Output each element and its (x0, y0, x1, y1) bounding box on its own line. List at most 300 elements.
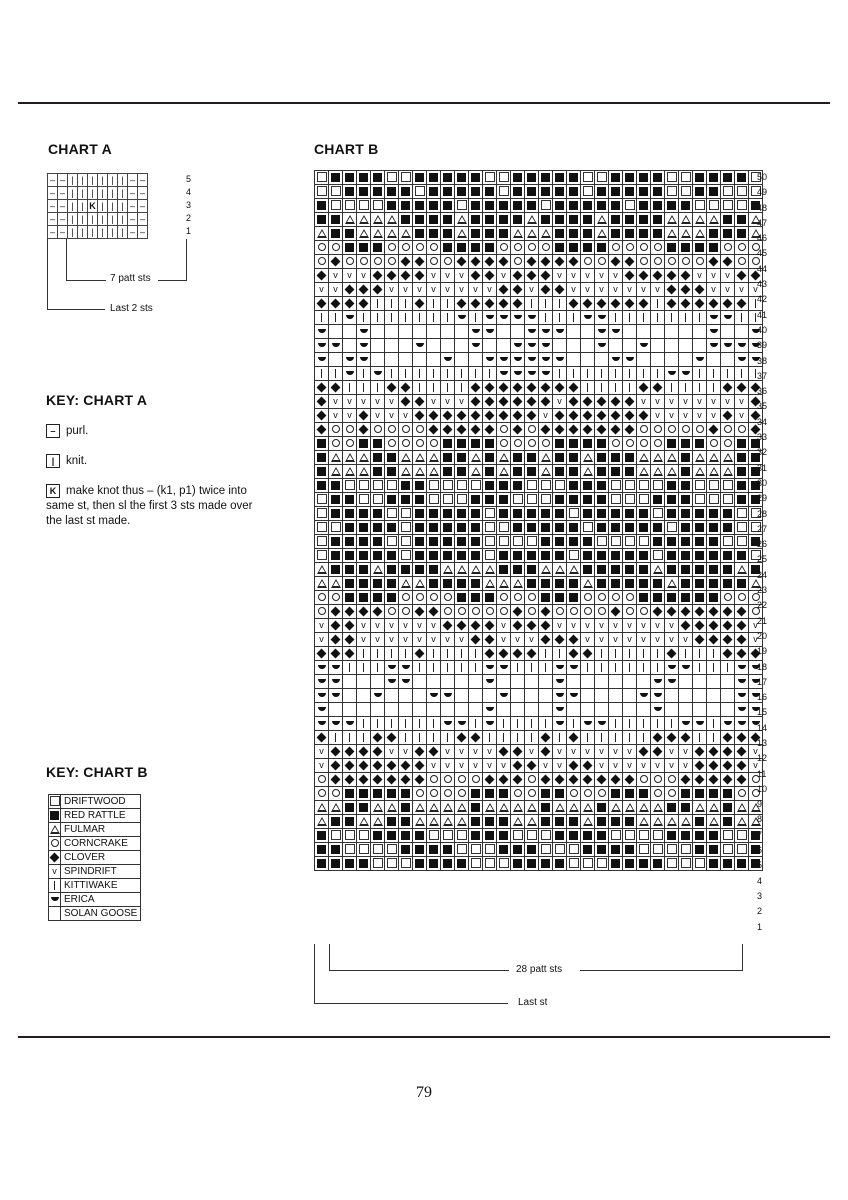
chart-b-cell-solan-goose (721, 353, 735, 367)
chart-b-cell-corncrake (595, 787, 609, 801)
chart-b-cell-driftwood (637, 829, 651, 843)
chart-b-cell-red-rattle (553, 507, 567, 521)
chart-b-cell-solan-goose (567, 353, 581, 367)
chart-b-cell-red-rattle (343, 577, 357, 591)
chart-b-cell-red-rattle (315, 857, 329, 871)
chart-b-last-label: Last st (518, 997, 548, 1008)
chart-b-cell-corncrake (525, 605, 539, 619)
chart-b-cell-clover (581, 395, 595, 409)
chart-b-cell-red-rattle (385, 577, 399, 591)
chart-b-cell-erica (483, 717, 497, 731)
chart-b-cell-clover (693, 773, 707, 787)
chart-b-cell-solan-goose (455, 703, 469, 717)
chart-b-cell-fulmar (371, 227, 385, 241)
chart-b-cell-red-rattle (651, 591, 665, 605)
chart-b-cell-kittiwake (413, 717, 427, 731)
chart-b-cell-red-rattle (441, 857, 455, 871)
chart-b-cell-solan-goose (371, 675, 385, 689)
chart-b-cell-kittiwake (315, 311, 329, 325)
chart-a-cell: | (108, 213, 118, 226)
chart-b-cell-spindrift: v (749, 283, 763, 297)
chart-b-cell-red-rattle (693, 521, 707, 535)
chart-b-cell-driftwood (735, 199, 749, 213)
chart-b-cell-clover (469, 409, 483, 423)
chart-b-cell-fulmar (679, 213, 693, 227)
chart-b-cell-kittiwake (693, 647, 707, 661)
chart-b-cell-solan-goose (511, 325, 525, 339)
chart-b-cell-kittiwake (357, 731, 371, 745)
chart-b-cell-erica (693, 353, 707, 367)
chart-b-cell-red-rattle (329, 213, 343, 227)
chart-b-cell-spindrift: v (749, 633, 763, 647)
chart-b-cell-clover (553, 633, 567, 647)
chart-b-cell-fulmar (441, 563, 455, 577)
chart-b-cell-erica (525, 353, 539, 367)
chart-b-cell-spindrift: v (427, 633, 441, 647)
chart-b-row-number: 7 (757, 829, 763, 840)
chart-b-cell-red-rattle (469, 199, 483, 213)
chart-b-cell-driftwood (581, 185, 595, 199)
chart-b-cell-erica (609, 325, 623, 339)
chart-b-cell-fulmar (329, 451, 343, 465)
chart-b-cell-red-rattle (553, 577, 567, 591)
chart-b-cell-red-rattle (581, 549, 595, 563)
chart-b-cell-red-rattle (651, 227, 665, 241)
chart-b-cell-spindrift: v (609, 619, 623, 633)
chart-b-row (315, 171, 763, 185)
corncrake-icon (49, 837, 61, 851)
chart-b-cell-solan-goose (679, 689, 693, 703)
chart-a-cell: – (128, 174, 138, 187)
chart-b-cell-corncrake (651, 437, 665, 451)
chart-b-cell-red-rattle (385, 549, 399, 563)
chart-b-cell-corncrake (665, 423, 679, 437)
chart-b-cell-driftwood (707, 199, 721, 213)
chart-b-cell-red-rattle (329, 479, 343, 493)
chart-b-cell-kittiwake (539, 311, 553, 325)
chart-b-cell-clover (511, 395, 525, 409)
chart-b-cell-red-rattle (707, 507, 721, 521)
chart-b-cell-fulmar (693, 227, 707, 241)
chart-a-cell: – (48, 226, 58, 239)
chart-b-cell-clover (497, 283, 511, 297)
chart-b-cell-erica (553, 703, 567, 717)
chart-b-cell-clover (567, 759, 581, 773)
chart-b-cell-red-rattle (455, 451, 469, 465)
chart-b-cell-red-rattle (623, 563, 637, 577)
chart-b-row-number: 42 (757, 294, 768, 305)
chart-b-cell-solan-goose (693, 675, 707, 689)
chart-b-cell-kittiwake (357, 717, 371, 731)
chart-b-cell-red-rattle (581, 507, 595, 521)
chart-b-cell-red-rattle (735, 577, 749, 591)
chart-b-cell-driftwood (693, 493, 707, 507)
chart-b-cell-fulmar (399, 451, 413, 465)
chart-b-cell-clover (511, 381, 525, 395)
chart-b-cell-fulmar (735, 563, 749, 577)
chart-b-cell-driftwood (637, 493, 651, 507)
chart-b-cell-solan-goose (399, 689, 413, 703)
chart-b-row (315, 227, 763, 241)
chart-b-cell-clover (469, 269, 483, 283)
chart-b-cell-red-rattle (623, 815, 637, 829)
chart-b-cell-corncrake (441, 773, 455, 787)
key-b-item-solan-goose (49, 907, 141, 921)
chart-b-cell-red-rattle (357, 563, 371, 577)
chart-b-cell-red-rattle (721, 213, 735, 227)
chart-b-cell-erica (497, 689, 511, 703)
chart-b-cell-kittiwake (427, 367, 441, 381)
chart-b-cell-red-rattle (371, 437, 385, 451)
chart-b-cell-spindrift: v (637, 395, 651, 409)
chart-b-cell-solan-goose (371, 325, 385, 339)
chart-b-cell-driftwood (497, 185, 511, 199)
chart-b-cell-fulmar (665, 213, 679, 227)
chart-b-cell-clover (371, 731, 385, 745)
chart-b-cell-erica (567, 689, 581, 703)
chart-b-cell-erica (553, 661, 567, 675)
chart-b-cell-spindrift: v (651, 633, 665, 647)
chart-b-cell-red-rattle (399, 199, 413, 213)
chart-b-cell-driftwood (609, 535, 623, 549)
chart-b-cell-driftwood (665, 185, 679, 199)
chart-b-cell-driftwood (343, 843, 357, 857)
chart-b-cell-red-rattle (539, 507, 553, 521)
chart-b-cell-driftwood (385, 507, 399, 521)
chart-b-cell-fulmar (511, 815, 525, 829)
chart-b-cell-red-rattle (525, 507, 539, 521)
chart-b-cell-corncrake (651, 241, 665, 255)
chart-b-cell-spindrift: v (693, 409, 707, 423)
chart-b-cell-kittiwake (609, 661, 623, 675)
chart-b-cell-driftwood (623, 479, 637, 493)
chart-b-cell-corncrake (735, 787, 749, 801)
chart-a-cell: – (58, 174, 68, 187)
chart-b-cell-driftwood (343, 829, 357, 843)
chart-b-cell-red-rattle (553, 227, 567, 241)
chart-b-cell-solan-goose (665, 689, 679, 703)
chart-b-cell-clover (721, 731, 735, 745)
chart-b-cell-fulmar (707, 801, 721, 815)
chart-b-cell-driftwood (679, 843, 693, 857)
chart-b-cell-red-rattle (665, 437, 679, 451)
chart-b-cell-kittiwake (735, 367, 749, 381)
chart-b-row (315, 213, 763, 227)
chart-b-cell-kittiwake (665, 311, 679, 325)
chart-b-cell-clover (399, 255, 413, 269)
chart-b-cell-clover (609, 423, 623, 437)
chart-a-grid (47, 173, 148, 239)
chart-b-cell-red-rattle (679, 535, 693, 549)
chart-b-cell-red-rattle (581, 535, 595, 549)
chart-b-cell-red-rattle (483, 241, 497, 255)
chart-b-cell-clover (623, 395, 637, 409)
chart-b-cell-clover (511, 647, 525, 661)
chart-b-cell-spindrift: v (455, 633, 469, 647)
chart-b-cell-clover (483, 409, 497, 423)
driftwood-icon (49, 795, 61, 809)
chart-b-cell-red-rattle (679, 549, 693, 563)
chart-b-cell-solan-goose (623, 703, 637, 717)
chart-b-cell-red-rattle (385, 451, 399, 465)
chart-b-cell-erica (525, 367, 539, 381)
chart-b-cell-spindrift: v (343, 269, 357, 283)
chart-b-cell-erica (525, 339, 539, 353)
chart-b-cell-red-rattle (483, 465, 497, 479)
chart-b-row (315, 661, 763, 675)
chart-b-cell-red-rattle (357, 549, 371, 563)
chart-b-cell-kittiwake (707, 647, 721, 661)
chart-b-cell-driftwood (455, 199, 469, 213)
chart-b-cell-corncrake (581, 255, 595, 269)
chart-b-cell-clover (329, 745, 343, 759)
chart-b-row (315, 563, 763, 577)
chart-b-cell-red-rattle (371, 577, 385, 591)
chart-b-cell-clover (525, 759, 539, 773)
chart-b-cell-clover (567, 647, 581, 661)
chart-b-cell-fulmar (413, 801, 427, 815)
chart-b-cell-red-rattle (721, 787, 735, 801)
chart-b-cell-red-rattle (371, 591, 385, 605)
chart-b-row-number: 32 (757, 447, 768, 458)
chart-b-cell-kittiwake (441, 647, 455, 661)
chart-b-row (315, 717, 763, 731)
chart-b-cell-red-rattle (371, 185, 385, 199)
chart-b-cell-spindrift: v (539, 759, 553, 773)
chart-b-cell-erica (735, 661, 749, 675)
chart-b-cell-clover (581, 773, 595, 787)
chart-b-cell-kittiwake (721, 661, 735, 675)
chart-b-cell-red-rattle (357, 171, 371, 185)
chart-a-cell: – (48, 200, 58, 213)
chart-b-cell-red-rattle (469, 591, 483, 605)
chart-b-cell-spindrift: v (455, 745, 469, 759)
chart-b-cell-driftwood (315, 507, 329, 521)
chart-b-cell-corncrake (735, 255, 749, 269)
chart-b-cell-corncrake (413, 437, 427, 451)
chart-b-cell-red-rattle (595, 479, 609, 493)
chart-b-cell-red-rattle (539, 171, 553, 185)
chart-b-cell-clover (623, 255, 637, 269)
chart-b-cell-erica (665, 661, 679, 675)
chart-b-cell-corncrake (665, 773, 679, 787)
chart-b-cell-fulmar (581, 451, 595, 465)
chart-b-cell-clover (511, 605, 525, 619)
chart-b-cell-red-rattle (525, 577, 539, 591)
chart-b-cell-fulmar (371, 815, 385, 829)
chart-b-cell-clover (525, 381, 539, 395)
chart-b-cell-clover (567, 297, 581, 311)
chart-b-cell-red-rattle (693, 829, 707, 843)
chart-b-cell-kittiwake (385, 311, 399, 325)
chart-b-cell-solan-goose (469, 703, 483, 717)
chart-b-cell-red-rattle (469, 493, 483, 507)
chart-b-cell-solan-goose (595, 689, 609, 703)
chart-b-cell-corncrake (665, 255, 679, 269)
chart-b-grid (314, 170, 763, 871)
chart-b-cell-kittiwake (329, 311, 343, 325)
chart-b-cell-fulmar (707, 465, 721, 479)
chart-b-cell-spindrift: v (553, 745, 567, 759)
chart-b-cell-spindrift: v (315, 283, 329, 297)
chart-b-cell-driftwood (721, 199, 735, 213)
chart-b-cell-solan-goose (483, 689, 497, 703)
chart-b-cell-clover (525, 647, 539, 661)
chart-b-cell-kittiwake (651, 311, 665, 325)
chart-a-row (48, 187, 148, 200)
chart-b-cell-red-rattle (637, 507, 651, 521)
chart-b-cell-solan-goose (441, 339, 455, 353)
chart-b-cell-red-rattle (651, 493, 665, 507)
chart-b-cell-corncrake (399, 605, 413, 619)
chart-b-cell-red-rattle (343, 535, 357, 549)
chart-b-cell-red-rattle (413, 213, 427, 227)
chart-b-cell-red-rattle (707, 241, 721, 255)
chart-b-cell-fulmar (399, 577, 413, 591)
chart-b-cell-clover (693, 759, 707, 773)
chart-b-cell-spindrift: v (609, 745, 623, 759)
chart-b-cell-clover (735, 647, 749, 661)
chart-b-cell-kittiwake (595, 647, 609, 661)
chart-b-cell-spindrift: v (553, 759, 567, 773)
chart-b-cell-red-rattle (497, 563, 511, 577)
chart-b-cell-red-rattle (315, 437, 329, 451)
chart-b-cell-spindrift: v (595, 269, 609, 283)
chart-b-cell-driftwood (651, 829, 665, 843)
chart-b-cell-clover (329, 255, 343, 269)
chart-b-cell-clover (539, 269, 553, 283)
chart-b-cell-erica (385, 675, 399, 689)
chart-b-cell-driftwood (441, 479, 455, 493)
chart-b-cell-clover (581, 423, 595, 437)
chart-b-cell-erica (441, 717, 455, 731)
chart-b-row-number: 47 (757, 217, 768, 228)
chart-b-cell-fulmar (315, 563, 329, 577)
chart-a-cell: – (48, 187, 58, 200)
chart-b-cell-spindrift: v (399, 619, 413, 633)
page-number: 79 (416, 1084, 432, 1101)
chart-b-cell-red-rattle (497, 507, 511, 521)
chart-b-cell-red-rattle (371, 535, 385, 549)
chart-b-cell-erica (511, 367, 525, 381)
chart-b-cell-red-rattle (707, 843, 721, 857)
chart-b-cell-driftwood (637, 535, 651, 549)
chart-b-cell-red-rattle (455, 535, 469, 549)
chart-b-cell-fulmar (483, 801, 497, 815)
chart-b-cell-corncrake (315, 773, 329, 787)
chart-b-cell-red-rattle (427, 507, 441, 521)
chart-b-cell-clover (567, 773, 581, 787)
chart-b-cell-erica (735, 689, 749, 703)
chart-b-cell-red-rattle (623, 521, 637, 535)
chart-b-row (315, 381, 763, 395)
chart-b-cell-red-rattle (329, 815, 343, 829)
chart-b-cell-driftwood (385, 843, 399, 857)
chart-b-cell-red-rattle (637, 549, 651, 563)
chart-b-cell-fulmar (679, 227, 693, 241)
chart-b-cell-erica (371, 689, 385, 703)
chart-b-row (315, 731, 763, 745)
key-b-label: SPINDRIFT (61, 865, 141, 879)
chart-b-cell-solan-goose (399, 339, 413, 353)
chart-b-cell-fulmar (693, 213, 707, 227)
chart-b-cell-clover (497, 409, 511, 423)
chart-b-cell-corncrake (735, 423, 749, 437)
chart-b-cell-fulmar (721, 465, 735, 479)
chart-b-cell-driftwood (721, 535, 735, 549)
chart-b-cell-clover (469, 381, 483, 395)
chart-b-row-number: 44 (757, 263, 768, 274)
chart-b-cell-solan-goose (469, 689, 483, 703)
chart-b-cell-driftwood (329, 199, 343, 213)
chart-b-cell-red-rattle (553, 493, 567, 507)
chart-b-cell-fulmar (721, 451, 735, 465)
chart-b-cell-red-rattle (707, 563, 721, 577)
chart-b-cell-kittiwake (371, 661, 385, 675)
chart-b-cell-red-rattle (357, 241, 371, 255)
chart-b-cell-red-rattle (735, 465, 749, 479)
chart-b-cell-driftwood (735, 507, 749, 521)
chart-b-row-number: 24 (757, 569, 768, 580)
chart-b-cell-erica (735, 353, 749, 367)
chart-b-cell-red-rattle (371, 521, 385, 535)
chart-b-cell-corncrake (637, 255, 651, 269)
chart-b-cell-corncrake (525, 241, 539, 255)
chart-b-cell-spindrift: v (413, 283, 427, 297)
chart-b-row-number: 35 (757, 401, 768, 412)
chart-b-cell-red-rattle (525, 843, 539, 857)
chart-b-cell-corncrake (567, 605, 581, 619)
chart-b-cell-spindrift: v (749, 759, 763, 773)
chart-b-cell-red-rattle (329, 227, 343, 241)
chart-b-cell-red-rattle (721, 171, 735, 185)
chart-b-cell-solan-goose (371, 339, 385, 353)
chart-b-cell-kittiwake (609, 647, 623, 661)
key-b-label: DRIFTWOOD (61, 795, 141, 809)
chart-b-row-number: 11 (757, 768, 767, 779)
chart-b-cell-spindrift: v (371, 633, 385, 647)
chart-b-cell-spindrift: v (567, 269, 581, 283)
chart-a-cell: | (98, 200, 108, 213)
chart-b-bracket (329, 944, 330, 971)
chart-b-cell-corncrake (315, 605, 329, 619)
chart-b-cell-red-rattle (441, 549, 455, 563)
chart-b-cell-corncrake (357, 255, 371, 269)
chart-b-cell-kittiwake (553, 731, 567, 745)
chart-b-cell-driftwood (329, 521, 343, 535)
chart-b-cell-kittiwake (385, 297, 399, 311)
chart-b-cell-fulmar (357, 213, 371, 227)
chart-b-cell-red-rattle (469, 507, 483, 521)
chart-b-cell-kittiwake (357, 661, 371, 675)
chart-b-cell-red-rattle (497, 549, 511, 563)
chart-b-cell-red-rattle (623, 227, 637, 241)
chart-b-cell-kittiwake (511, 661, 525, 675)
chart-b-cell-red-rattle (651, 213, 665, 227)
chart-b-cell-erica (315, 689, 329, 703)
chart-b-cell-corncrake (651, 787, 665, 801)
chart-b-cell-red-rattle (497, 787, 511, 801)
chart-b-cell-driftwood (539, 479, 553, 493)
chart-b-cell-kittiwake (539, 717, 553, 731)
chart-b-cell-erica (581, 717, 595, 731)
chart-b-cell-fulmar (651, 815, 665, 829)
chart-b-cell-clover (483, 423, 497, 437)
chart-b-cell-fulmar (315, 577, 329, 591)
chart-b-cell-spindrift: v (441, 269, 455, 283)
chart-b-cell-red-rattle (539, 521, 553, 535)
chart-b-cell-corncrake (623, 241, 637, 255)
